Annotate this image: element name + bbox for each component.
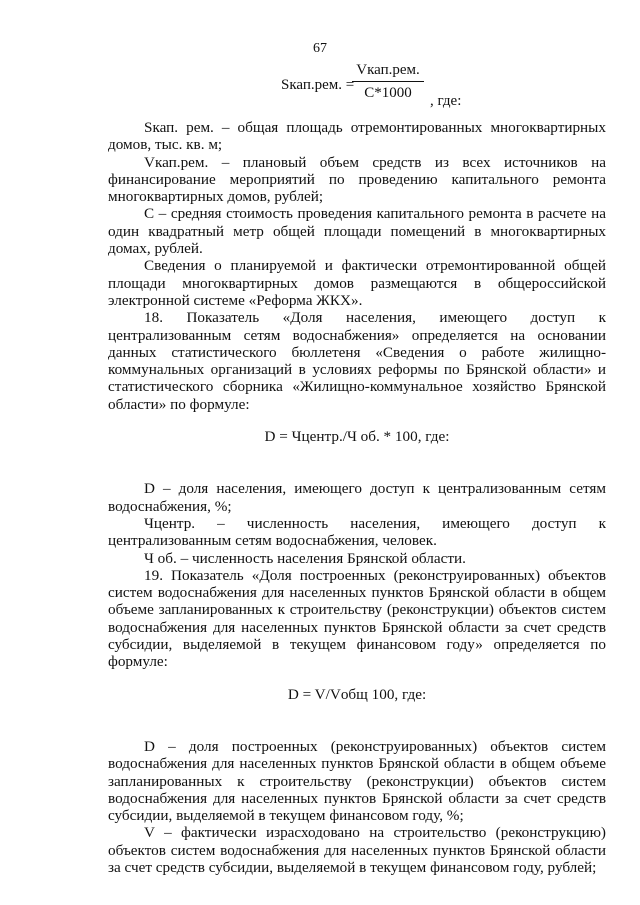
- formula-built-objects-share: D = V/Vобщ 100, где:: [287, 685, 427, 703]
- fraction-bar: [352, 81, 424, 82]
- formula-water-access-share: D = Чцентр./Ч об. * 100, где:: [264, 428, 450, 446]
- paragraph: С – средняя стоимость проведения капитального ремонта в расчете на один квадратный метр общей площади помещений в многоквартирных домах, рублей.: [108, 205, 606, 258]
- paragraph: 18. Показатель «Доля населения, имеющего доступ к централизованным сетям водоснабжения» определяется на основании данных статистического бюллетеня «Сведения о работе жилищно-коммунальных организаций в условиях реформы по Брянской области» и статистического сборника «Жилищно-коммунальное хозяйство Брянской области» по формуле:: [108, 309, 606, 413]
- paragraph: V – фактически израсходовано на строительство (реконструкцию) объектов систем водоснабжения для населенных пунктов Брянской области за счет средств субсидии, выделяемой в текущем финансовом году, рублей;: [108, 824, 606, 876]
- paragraph: Ч об. – численность населения Брянской области.: [144, 549, 466, 567]
- paragraph: 19. Показатель «Доля построенных (реконструированных) объектов систем водоснабжения для населенных пунктов Брянской области в общем объеме запланированных к строительству (реконструкции) объектов систем водоснабжения для населенных пунктов Брянской области за счет средств субсидии, выделяемой в текущем финансовом году» определяется по формуле:: [108, 566, 606, 671]
- paragraph: Vкап.рем. – плановый объем средств из всех источников на финансирование мероприятий по проведению капитального ремонта многоквартирных домов, рублей;: [108, 153, 606, 206]
- paragraph: Сведения о планируемой и фактически отремонтированной общей площади многоквартирных домов размещаются в общероссийской электронной системе «Реформа ЖКХ».: [108, 257, 606, 309]
- formula-denominator: C*1000: [364, 85, 412, 101]
- paragraph: Sкап. рем. – общая площадь отремонтированных многоквартирных домов, тыс. кв. м;: [108, 119, 606, 154]
- paragraph: D – доля населения, имеющего доступ к централизованным сетям водоснабжения, %;: [108, 480, 606, 515]
- formula-numerator: Vкап.рем.: [356, 62, 420, 78]
- paragraph: Чцентр. – численность населения, имеющего доступ к централизованным сетям водоснабжения, человек.: [108, 514, 606, 550]
- document-body: [108, 119, 606, 876]
- formula-capital-repair-area: [0, 62, 640, 112]
- formula-lhs: Sкап.рем. =: [281, 77, 355, 93]
- page-number: 67: [313, 41, 327, 56]
- formula-fraction: [352, 62, 424, 102]
- formula-where-label: , где:: [430, 93, 462, 109]
- paragraph: D – доля построенных (реконструированных) объектов систем водоснабжения для населенных пунктов Брянской области в общем объеме запланированных к строительству (реконструкции) объектов систем водоснабжения для населенных пунктов Брянской области за счет средств субсидии, выделяемой в текущем финансовом году, %;: [108, 737, 606, 825]
